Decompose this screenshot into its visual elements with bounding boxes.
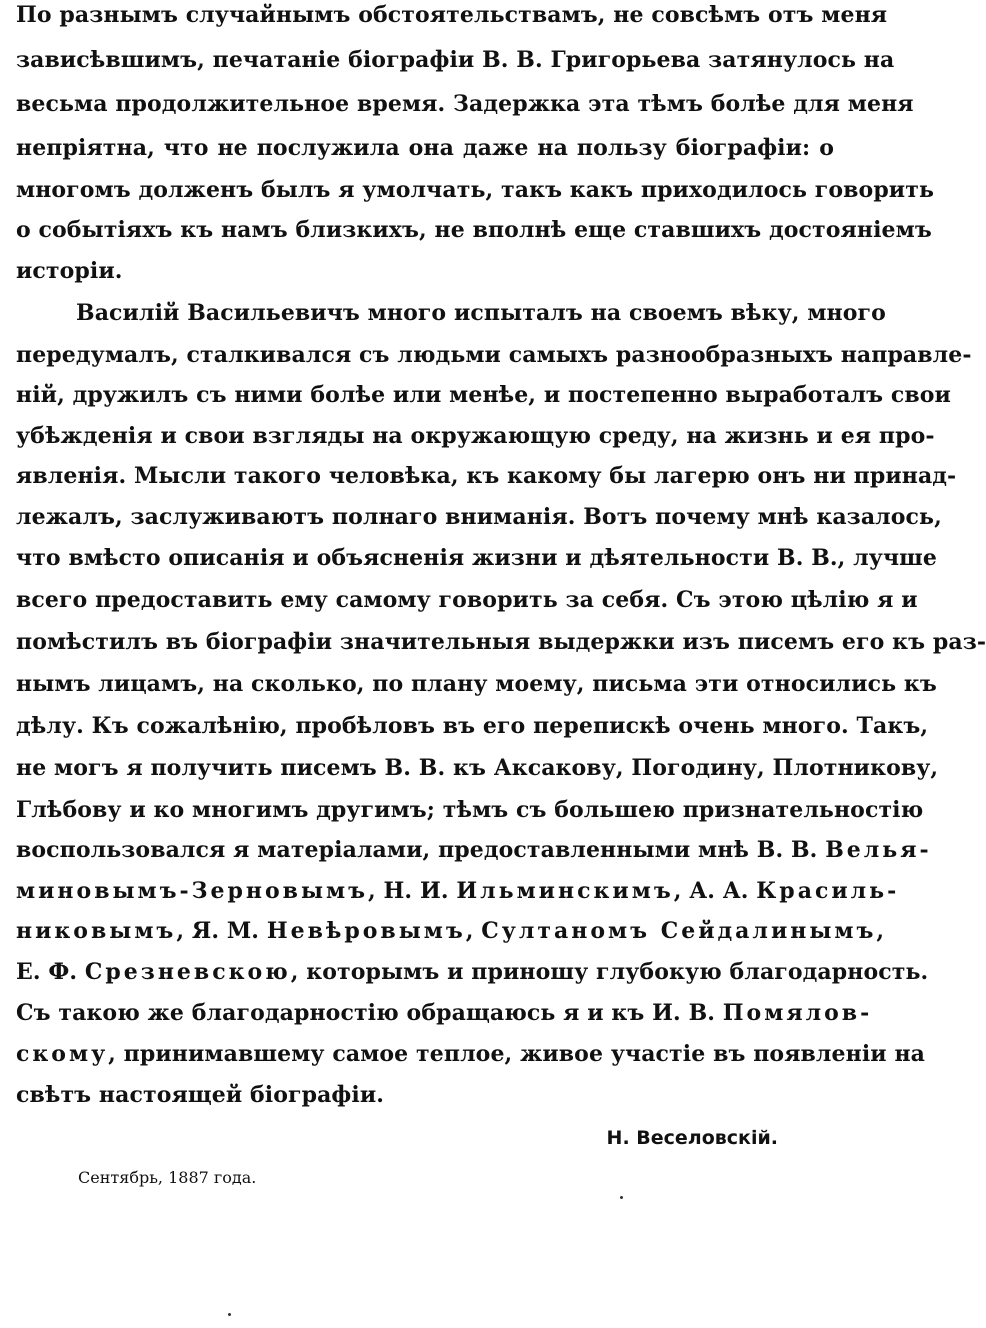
text-line: Глѣбову и ко многимъ другимъ; тѣмъ съ большею признательностію [16,797,924,823]
text-line: весьма продолжительное время. Задержка эта тѣмъ болѣе для меня [16,91,914,117]
text-line: всего предоставить ему самому говорить за себя. Съ этою цѣлію я и [16,587,918,613]
date-line: Сентябрь, 1887 года. [78,1168,257,1187]
text-line: не могъ я получить писемъ В. В. къ Аксакову, Погодину, Плотникову, [16,755,939,781]
text-run: , А. А. [673,878,757,904]
author-signature: Н. Веселовскій. [606,1127,778,1149]
text-run: , [876,918,885,944]
text-line [16,916,885,946]
text-line: многомъ долженъ былъ я умолчать, такъ какъ приходилось говорить [16,177,934,203]
spaced-name: Помялов- [722,1000,873,1026]
text-line [16,876,900,906]
text-line: что вмѣсто описанія и объясненія жизни и дѣятельности В. В., лучше [16,545,938,571]
text-line: свѣтъ настоящей біографіи. [16,1082,385,1108]
spaced-name: скому [16,1041,109,1067]
spaced-name: никовымъ [16,918,177,944]
text-line [16,835,932,865]
spaced-name: Невѣровымъ [266,918,466,944]
text-run: воспользовался я матеріалами, предоставленными мнѣ В. В. [16,837,826,863]
text-line: убѣжденія и свои взгляды на окружающую среду, на жизнь и ея про- [16,423,935,449]
text-line: Василій Васильевичъ много испыталъ на своемъ вѣку, много [76,300,886,326]
text-line [16,998,873,1028]
text-run: , которымъ и приношу глубокую благодарность. [290,959,929,985]
text-line: По разнымъ случайнымъ обстоятельствамъ, не совсѣмъ отъ меня [16,2,888,28]
text-line: явленія. Мысли такого человѣка, къ какому бы лагерю онъ ни принад- [16,463,957,489]
text-line: передумалъ, сталкивался съ людьми самыхъ разнообразныхъ направле- [16,342,972,368]
text-run: , [465,918,482,944]
text-run: , Н. И. [368,878,457,904]
text-run: , Я. М. [176,918,267,944]
text-line: о событіяхъ къ намъ близкихъ, не вполнѣ еще ставшихъ достояніемъ [16,217,932,243]
text-line [16,1039,926,1069]
text-line: зависѣвшимъ, печатаніе біографіи В. В. Григорьева затянулось на [16,47,895,73]
text-line [16,957,929,987]
spaced-name: миновымъ-Зерновымъ [16,878,369,904]
text-line: нымъ лицамъ, на сколько, по плану моему, письма эти относились къ [16,671,937,697]
print-speck [620,1196,623,1199]
print-speck [228,1313,231,1316]
spaced-name: Срезневскою [84,959,291,985]
text-line: непріятна, что не послужила она даже на пользу біографіи: о [16,135,834,161]
spaced-name: Ильминскимъ [456,878,674,904]
text-line: исторіи. [16,258,123,284]
spaced-name: Красиль- [756,878,900,904]
text-run: Съ такою же благодарностію обращаюсь я и къ И. В. [16,1000,723,1026]
text-run: , принимавшему самое теплое, живое участіе въ появленіи на [108,1041,926,1067]
text-line: ній, дружилъ съ ними болѣе или менѣе, и постепенно выработалъ свои [16,382,951,408]
text-run: Е. Ф. [16,959,85,985]
text-line: лежалъ, заслуживаютъ полнаго вниманія. Вотъ почему мнѣ казалось, [16,504,942,530]
spaced-name: Султаномъ Сейдалинымъ [481,918,877,944]
text-line: помѣстилъ въ біографіи значительныя выдержки изъ писемъ его къ раз- [16,629,986,655]
spaced-name: Велья- [825,837,932,863]
text-line: дѣлу. Къ сожалѣнію, пробѣловъ въ его перепискѣ очень много. Такъ, [16,713,929,739]
